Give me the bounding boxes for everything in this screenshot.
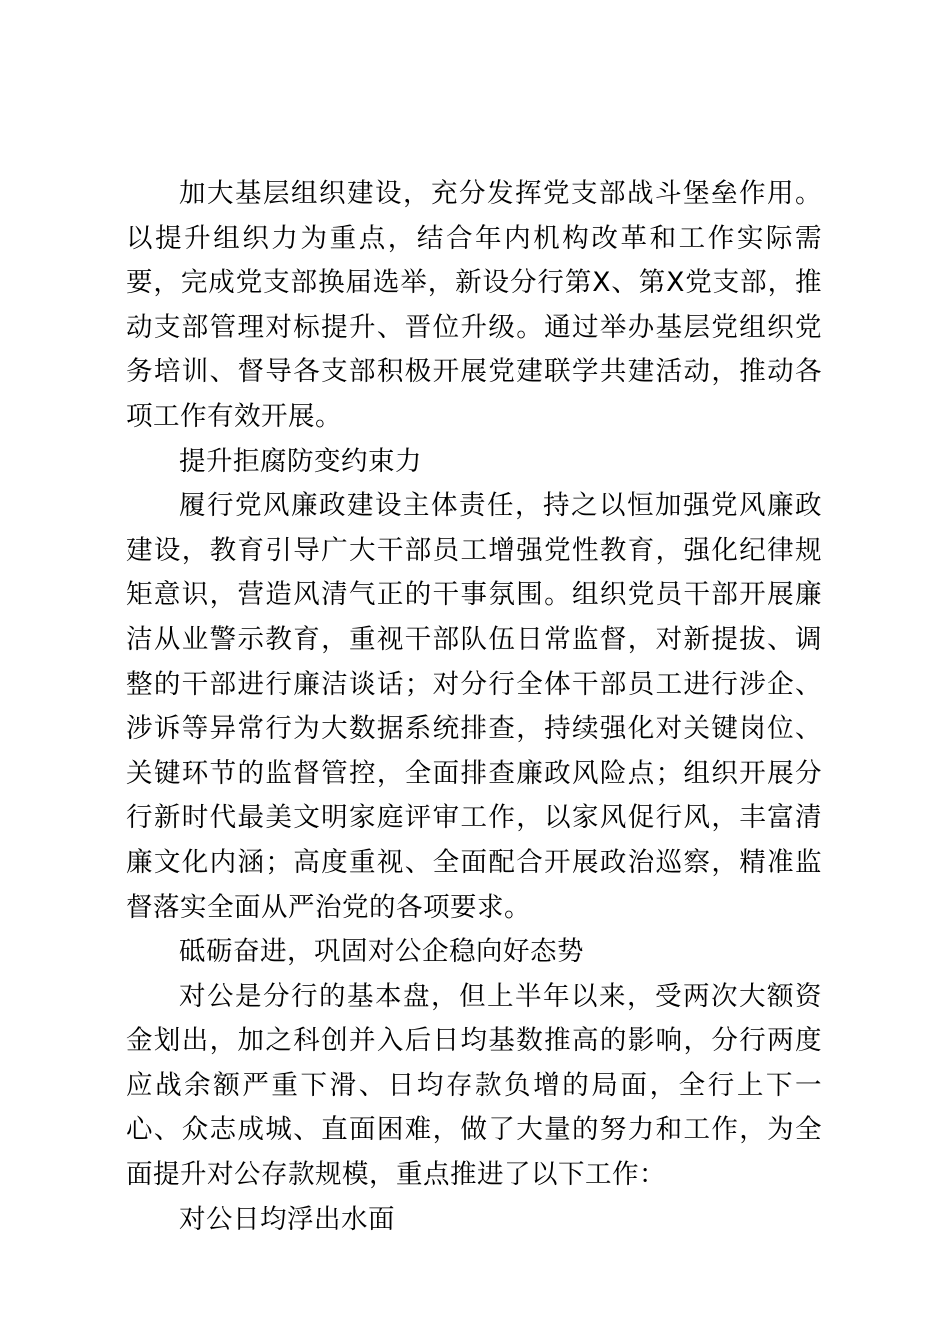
paragraph-corporate-deposits: 对公是分行的基本盘，但上半年以来，受两次大额资金划出，加之科创并入后日均基数推高的影响，分行两度应战余额严重下滑、日均存款负增的局面，全行上下一心、众志成城、直面困难，做了大量的努力和工作，为全面提升对公存款规模，重点推进了以下工作： (126, 980, 822, 1191)
paragraph-party-organization: 加大基层组织建设，充分发挥党支部战斗堡垒作用。以提升组织力为重点，结合年内机构改革和工作实际需要，完成党支部换届选举，新设分行第X、第X党支部，推动支部管理对标提升、晋位升级。通过举办基层党组织党务培训、督导各支部积极开展党建联学共建活动，推动各项工作有效开展。 (126, 178, 822, 432)
paragraph-integrity-building: 履行党风廉政建设主体责任，持之以恒加强党风廉政建设，教育引导广大干部员工增强党性教育，强化纪律规矩意识，营造风清气正的干事氛围。组织党员干部开展廉洁从业警示教育，重视干部队伍日常监督，对新提拔、调整的干部进行廉洁谈话；对分行全体干部员工进行涉企、涉诉等异常行为大数据系统排查，持续强化对关键岗位、关键环节的监督管控，全面排查廉政风险点；组织开展分行新时代最美文明家庭评审工作，以家风促行风，丰富清廉文化内涵；高度重视、全面配合开展政治巡察，精准监督落实全面从严治党的各项要求。 (126, 490, 822, 923)
heading-corporate-business: 砥砺奋进，巩固对公企稳向好态势 (179, 936, 584, 968)
document-body (126, 172, 822, 1242)
heading-anti-corruption: 提升拒腐防变约束力 (179, 445, 422, 477)
heading-daily-average: 对公日均浮出水面 (179, 1203, 395, 1235)
